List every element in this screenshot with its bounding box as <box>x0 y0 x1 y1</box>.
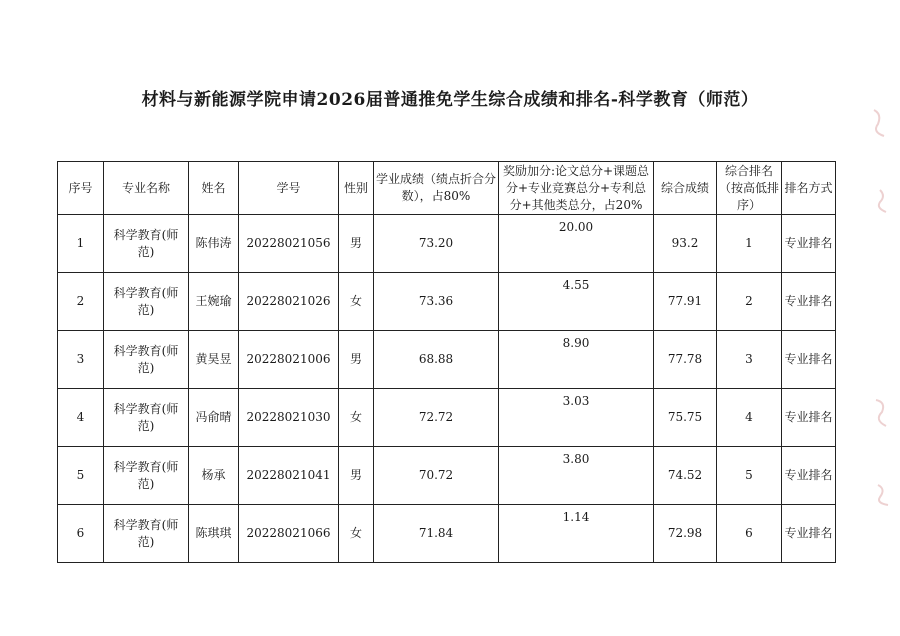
cell-composite-score: 77.91 <box>654 273 717 331</box>
cell-name: 陈琪琪 <box>189 505 239 563</box>
table-row <box>58 331 836 389</box>
cell-composite-score: 93.2 <box>654 215 717 273</box>
cell-rank: 4 <box>717 389 782 447</box>
cell-academic-score: 68.88 <box>374 331 499 389</box>
cell-gender: 男 <box>339 215 374 273</box>
cell-academic-score: 70.72 <box>374 447 499 505</box>
cell-student-id: 20228021030 <box>239 389 339 447</box>
cell-index: 4 <box>58 389 104 447</box>
header-cell-composite-score: 综合成绩 <box>654 162 717 215</box>
header-cell-academic-score: 学业成绩（绩点折合分数），占80% <box>374 162 499 215</box>
cell-bonus: 3.80 <box>499 447 654 505</box>
cell-major: 科学教育(师范) <box>104 331 189 389</box>
cell-gender: 男 <box>339 331 374 389</box>
table-row <box>58 447 836 505</box>
cell-composite-score: 77.78 <box>654 331 717 389</box>
cell-student-id: 20228021006 <box>239 331 339 389</box>
cell-bonus: 4.55 <box>499 273 654 331</box>
cell-rank-method: 专业排名 <box>782 331 836 389</box>
cell-index: 1 <box>58 215 104 273</box>
cell-student-id: 20228021066 <box>239 505 339 563</box>
cell-name: 冯俞晴 <box>189 389 239 447</box>
cell-name: 王婉瑜 <box>189 273 239 331</box>
cell-name: 黄昊昱 <box>189 331 239 389</box>
page-title: 材料与新能源学院申请2026届普通推免学生综合成绩和排名-科学教育（师范） <box>141 90 759 110</box>
cell-composite-score: 74.52 <box>654 447 717 505</box>
cell-composite-score: 72.98 <box>654 505 717 563</box>
table-row <box>58 215 836 273</box>
header-cell-student-id: 学号 <box>239 162 339 215</box>
cell-major: 科学教育(师范) <box>104 215 189 273</box>
cell-major: 科学教育(师范) <box>104 505 189 563</box>
header-cell-major: 专业名称 <box>104 162 189 215</box>
cell-major: 科学教育(师范) <box>104 389 189 447</box>
cell-academic-score: 73.20 <box>374 215 499 273</box>
cell-gender: 女 <box>339 273 374 331</box>
cell-bonus: 1.14 <box>499 505 654 563</box>
header-cell-rank-method: 排名方式 <box>782 162 836 215</box>
cell-academic-score: 72.72 <box>374 389 499 447</box>
cell-name: 杨承 <box>189 447 239 505</box>
header-row <box>58 162 836 215</box>
cell-gender: 女 <box>339 505 374 563</box>
cell-rank: 5 <box>717 447 782 505</box>
cell-rank: 6 <box>717 505 782 563</box>
cell-rank-method: 专业排名 <box>782 505 836 563</box>
cell-student-id: 20228021026 <box>239 273 339 331</box>
cell-gender: 女 <box>339 389 374 447</box>
table-row <box>58 389 836 447</box>
table-row <box>58 505 836 563</box>
cell-rank-method: 专业排名 <box>782 389 836 447</box>
cell-index: 6 <box>58 505 104 563</box>
cell-academic-score: 71.84 <box>374 505 499 563</box>
cell-index: 5 <box>58 447 104 505</box>
cell-student-id: 20228021056 <box>239 215 339 273</box>
cell-major: 科学教育(师范) <box>104 273 189 331</box>
cell-bonus: 3.03 <box>499 389 654 447</box>
header-cell-gender: 性别 <box>339 162 374 215</box>
header-cell-index: 序号 <box>58 162 104 215</box>
header-cell-name: 姓名 <box>189 162 239 215</box>
cell-student-id: 20228021041 <box>239 447 339 505</box>
cell-index: 2 <box>58 273 104 331</box>
cell-bonus: 20.00 <box>499 215 654 273</box>
score-table <box>57 161 836 563</box>
cell-composite-score: 75.75 <box>654 389 717 447</box>
cell-rank-method: 专业排名 <box>782 215 836 273</box>
cell-academic-score: 73.36 <box>374 273 499 331</box>
cell-gender: 男 <box>339 447 374 505</box>
cell-rank: 1 <box>717 215 782 273</box>
cell-rank: 2 <box>717 273 782 331</box>
cell-bonus: 8.90 <box>499 331 654 389</box>
table-row <box>58 273 836 331</box>
cell-major: 科学教育(师范) <box>104 447 189 505</box>
cell-index: 3 <box>58 331 104 389</box>
cell-rank-method: 专业排名 <box>782 273 836 331</box>
header-cell-bonus: 奖励加分:论文总分+课题总分+专业竞赛总分+专利总分+其他类总分，占20% <box>499 162 654 215</box>
cell-name: 陈伟涛 <box>189 215 239 273</box>
stamp-icon <box>868 100 898 520</box>
cell-rank-method: 专业排名 <box>782 447 836 505</box>
header-cell-rank: 综合排名（按高低排序） <box>717 162 782 215</box>
cell-rank: 3 <box>717 331 782 389</box>
